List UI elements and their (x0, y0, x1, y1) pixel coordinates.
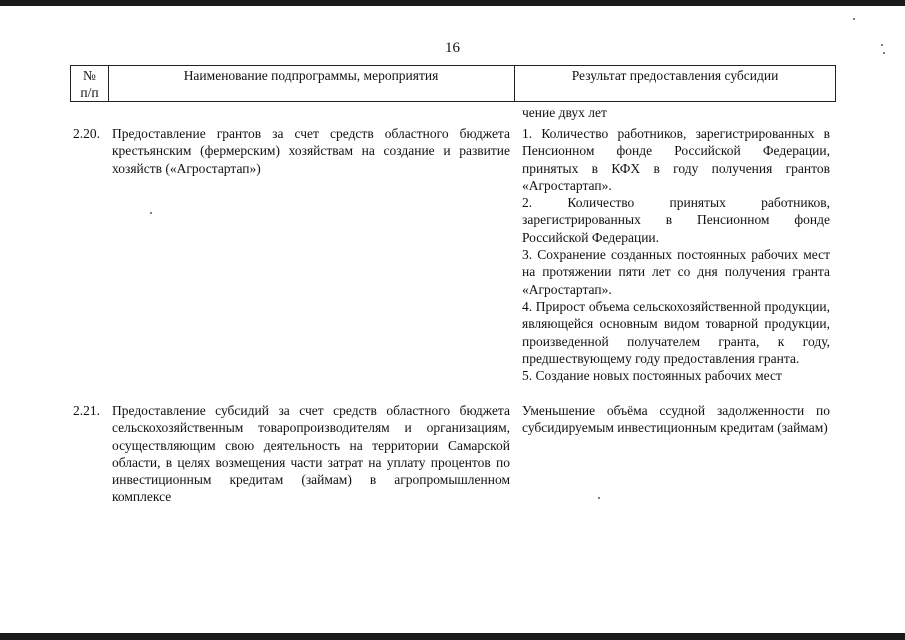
row-name: Предоставление субсидий за счет средств областного бюджета сельскохозяйственным товаропроизводителям и организациям, осуществляющим свою деятельность на территории Самарской области, в целях возмещения части затрат на уплату процентов по инвестиционным кредитам (займам) в агропромышленном комплексе (112, 403, 510, 505)
header-number-column (71, 67, 108, 101)
result-item: 4. Прирост объема сельскохозяйственной продукции, являющейся основным видом товарной продукции, произведенной получателем гранта, к году, предшествующему году предоставления гранта. (522, 298, 830, 366)
header-result-column: Результат предоставления субсидии (571, 68, 779, 83)
result-item: Уменьшение объёма ссудной задолженности по субсидируемым инвестиционным кредитам (займам) (522, 403, 830, 436)
result-item: 1. Количество работников, зарегистрированных в Пенсионном фонде Российской Федерации, принятых в КФХ в году получения грантов «Агростартап». (522, 126, 830, 193)
scan-edge-bottom (0, 633, 905, 640)
scan-speck (881, 44, 883, 46)
scan-speck (853, 18, 855, 20)
table-header (70, 65, 836, 102)
continuation-text: чение двух лет (522, 105, 607, 120)
header-number-label: № (83, 68, 96, 83)
row-number: 2.21. (73, 403, 100, 418)
result-item: 5. Создание новых постоянных рабочих мест (522, 368, 782, 384)
row-results (522, 402, 830, 437)
result-item: 3. Сохранение созданных постоянных рабочих мест на протяжении пяти лет со дня получения гранта «Агростартап». (522, 247, 830, 297)
page-number: 16 (445, 40, 460, 56)
result-item: 2. Количество принятых работников, зарегистрированных в Пенсионном фонде Российской Федерации. (522, 195, 830, 245)
row-name: Предоставление грантов за счет средств областного бюджета крестьянским (фермерским) хозяйствам на создание и развитие хозяйств («Агростартап») (112, 126, 510, 176)
header-name-column: Наименование подпрограммы, мероприятия (183, 68, 439, 83)
scan-speck (598, 497, 600, 499)
header-number-sublabel: п/п (80, 85, 99, 100)
scan-edge-top (0, 0, 905, 6)
row-results (522, 125, 830, 384)
row-number: 2.20. (73, 126, 100, 141)
scan-speck (150, 212, 152, 214)
scan-speck (883, 52, 885, 54)
